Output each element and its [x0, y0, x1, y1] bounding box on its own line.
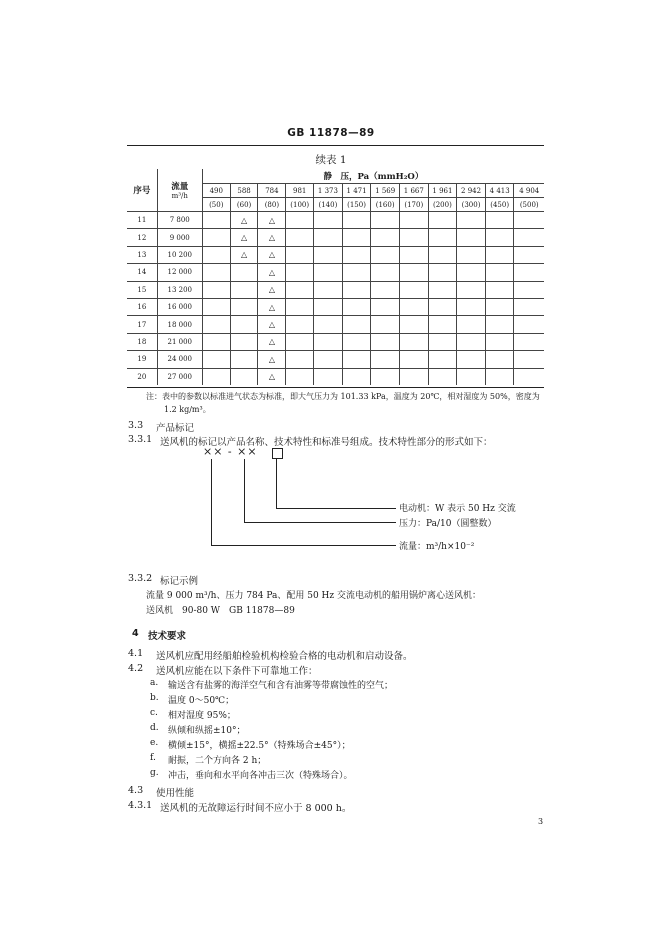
condition-key: g. [150, 768, 159, 778]
table-row [127, 246, 544, 263]
header-pa-11: 4 413 [485, 184, 514, 198]
diagram-label-pressure: 压力：Pa/10（圆整数） [399, 519, 497, 529]
row-no: 18 [127, 333, 157, 350]
section-4-2-number: 4.2 [128, 663, 144, 674]
triangle-mark: △ [230, 229, 258, 246]
empty-cell [202, 281, 230, 298]
empty-cell [230, 351, 258, 368]
triangle-mark: △ [258, 246, 286, 263]
empty-cell [230, 264, 258, 281]
empty-cell [428, 368, 457, 385]
header-mmh2o-3: (80) [258, 198, 286, 212]
empty-cell [371, 333, 400, 350]
section-3-3-2-title: 标记示例 [160, 576, 199, 587]
header-no: 序号 [127, 169, 157, 212]
empty-cell [202, 212, 230, 229]
header-pa-7: 1 569 [371, 184, 400, 198]
condition-text: 耐振，二个方向各 2 h； [168, 756, 267, 766]
row-no: 16 [127, 298, 157, 315]
triangle-mark: △ [258, 281, 286, 298]
section-4-3-1-number: 4.3.1 [128, 800, 153, 811]
empty-cell [286, 333, 314, 350]
empty-cell [314, 264, 343, 281]
row-flow: 12 000 [157, 264, 202, 281]
row-flow: 16 000 [157, 298, 202, 315]
header-pa-12: 4 904 [514, 184, 544, 198]
empty-cell [342, 264, 371, 281]
empty-cell [428, 351, 457, 368]
empty-cell [286, 298, 314, 315]
empty-cell [514, 246, 544, 263]
section-4-title: 技术要求 [148, 631, 187, 642]
row-no: 19 [127, 351, 157, 368]
empty-cell [371, 246, 400, 263]
empty-cell [342, 368, 371, 385]
triangle-mark: △ [258, 333, 286, 350]
empty-cell [342, 316, 371, 333]
empty-cell [230, 368, 258, 385]
empty-cell [485, 281, 514, 298]
table-row [127, 264, 544, 281]
empty-cell [399, 368, 428, 385]
empty-cell [399, 281, 428, 298]
fan-spec-table [127, 169, 544, 385]
page-number: 3 [538, 817, 544, 826]
empty-cell [314, 229, 343, 246]
condition-key: a. [150, 678, 159, 688]
empty-cell [230, 298, 258, 315]
empty-cell [371, 264, 400, 281]
empty-cell [399, 351, 428, 368]
empty-cell [342, 333, 371, 350]
empty-cell [371, 368, 400, 385]
empty-cell [286, 368, 314, 385]
example-line-2: 送风机 90-80 W GB 11878—89 [146, 606, 295, 616]
row-flow: 24 000 [157, 351, 202, 368]
empty-cell [399, 316, 428, 333]
table-caption: 续表 1 [315, 154, 347, 166]
empty-cell [371, 229, 400, 246]
header-mmh2o-7: (160) [371, 198, 400, 212]
empty-cell [230, 316, 258, 333]
empty-cell [286, 316, 314, 333]
empty-cell [485, 229, 514, 246]
section-4-3-1-text: 送风机的无故障运行时间不应小于 8 000 h。 [160, 803, 352, 814]
row-flow: 27 000 [157, 368, 202, 385]
header-mmh2o-4: (100) [286, 198, 314, 212]
empty-cell [514, 351, 544, 368]
table-row [127, 316, 544, 333]
empty-cell [342, 298, 371, 315]
marking-code: ×× - ×× [203, 445, 258, 458]
table-row [127, 229, 544, 246]
empty-cell [342, 351, 371, 368]
empty-cell [485, 368, 514, 385]
header-mmh2o-10: (300) [457, 198, 486, 212]
table-row [127, 333, 544, 350]
condition-text: 输送含有盐雾的海洋空气和含有油雾等带腐蚀性的空气； [168, 681, 394, 691]
empty-cell [428, 333, 457, 350]
empty-cell [371, 316, 400, 333]
empty-cell [314, 316, 343, 333]
empty-cell [342, 212, 371, 229]
triangle-mark: △ [230, 212, 258, 229]
section-4-3-title: 使用性能 [156, 788, 195, 799]
empty-cell [286, 246, 314, 263]
section-4-3-number: 4.3 [128, 785, 144, 796]
leader-line-pressure-v [244, 459, 245, 522]
empty-cell [286, 281, 314, 298]
header-mmh2o-6: (150) [342, 198, 371, 212]
header-pa-3: 784 [258, 184, 286, 198]
header-pa-9: 1 961 [428, 184, 457, 198]
row-flow: 18 000 [157, 316, 202, 333]
empty-cell [399, 333, 428, 350]
empty-cell [485, 246, 514, 263]
empty-cell [314, 298, 343, 315]
section-3-3-1-number: 3.3.1 [128, 434, 153, 445]
header-mmh2o-12: (500) [514, 198, 544, 212]
triangle-mark: △ [258, 351, 286, 368]
empty-cell [399, 212, 428, 229]
header-mmh2o-11: (450) [485, 198, 514, 212]
empty-cell [399, 229, 428, 246]
standard-number: GB 11878—89 [287, 127, 375, 139]
section-4-2-text: 送风机应能在以下条件下可靠地工作： [156, 666, 318, 677]
empty-cell [202, 298, 230, 315]
row-no: 20 [127, 368, 157, 385]
empty-cell [485, 298, 514, 315]
header-pa-1: 490 [202, 184, 230, 198]
empty-cell [428, 246, 457, 263]
empty-cell [314, 368, 343, 385]
section-3-3-number: 3.3 [128, 420, 144, 431]
triangle-mark: △ [258, 212, 286, 229]
empty-cell [457, 229, 486, 246]
header-mmh2o-2: (60) [230, 198, 258, 212]
empty-cell [457, 212, 486, 229]
condition-key: f. [150, 753, 156, 763]
triangle-mark: △ [258, 264, 286, 281]
empty-cell [485, 333, 514, 350]
leader-line-pressure-h [244, 522, 396, 523]
empty-cell [314, 281, 343, 298]
empty-cell [485, 316, 514, 333]
leader-line-flow-h [211, 545, 396, 546]
header-mmh2o-9: (200) [428, 198, 457, 212]
table-note-line-2: 1.2 kg/m³。 [164, 405, 211, 414]
empty-cell [514, 368, 544, 385]
empty-cell [202, 368, 230, 385]
diagram-label-flow: 流量：m³/h×10⁻² [399, 542, 475, 552]
row-no: 14 [127, 264, 157, 281]
header-pressure-group: 静 压，Pa（mmH₂O） [202, 169, 544, 184]
empty-cell [314, 333, 343, 350]
section-3-3-2-number: 3.3.2 [128, 573, 153, 584]
condition-text: 温度 0～50℃； [168, 696, 235, 706]
table-note-line-1: 注：表中的参数以标准进气状态为标准，即大气压力为 101.33 kPa，温度为 20℃，相对湿度为 50%，密度为 [146, 392, 540, 401]
marking-box [272, 448, 283, 459]
empty-cell [457, 368, 486, 385]
empty-cell [371, 281, 400, 298]
header-rule [127, 145, 544, 146]
row-flow: 7 800 [157, 212, 202, 229]
section-4-number: 4 [132, 628, 139, 639]
empty-cell [314, 351, 343, 368]
header-pa-2: 588 [230, 184, 258, 198]
triangle-mark: △ [230, 246, 258, 263]
empty-cell [514, 264, 544, 281]
section-3-3-1-text: 送风机的标记以产品名称、技术特性和标准号组成。技术特性部分的形式如下： [160, 437, 493, 448]
section-4-1-number: 4.1 [128, 648, 144, 659]
condition-text: 纵倾和纵摇±10°； [168, 726, 246, 736]
empty-cell [202, 229, 230, 246]
condition-key: d. [150, 723, 159, 733]
empty-cell [514, 212, 544, 229]
header-mmh2o-1: (50) [202, 198, 230, 212]
example-line-1: 流量 9 000 m³/h、压力 784 Pa、配用 50 Hz 交流电动机的船用锅炉离心送风机： [146, 591, 482, 601]
row-flow: 9 000 [157, 229, 202, 246]
empty-cell [202, 264, 230, 281]
condition-text: 相对湿度 95%； [168, 711, 236, 721]
empty-cell [428, 298, 457, 315]
empty-cell [485, 264, 514, 281]
table-row [127, 212, 544, 229]
triangle-mark: △ [258, 368, 286, 385]
empty-cell [399, 298, 428, 315]
header-pa-5: 1 373 [314, 184, 343, 198]
empty-cell [457, 351, 486, 368]
header-pa-10: 2 942 [457, 184, 486, 198]
table-bottom-rule [127, 387, 544, 388]
empty-cell [202, 316, 230, 333]
condition-key: e. [150, 738, 159, 748]
section-3-3-title: 产品标记 [156, 423, 195, 434]
empty-cell [514, 333, 544, 350]
empty-cell [457, 333, 486, 350]
empty-cell [485, 212, 514, 229]
empty-cell [230, 281, 258, 298]
header-mmh2o-5: (140) [314, 198, 343, 212]
empty-cell [514, 298, 544, 315]
triangle-mark: △ [258, 298, 286, 315]
empty-cell [286, 351, 314, 368]
table-row [127, 298, 544, 315]
empty-cell [230, 333, 258, 350]
row-no: 13 [127, 246, 157, 263]
table-row [127, 351, 544, 368]
empty-cell [371, 298, 400, 315]
empty-cell [428, 264, 457, 281]
empty-cell [457, 264, 486, 281]
header-flow-unit: m³/h [171, 192, 188, 200]
row-flow: 21 000 [157, 333, 202, 350]
empty-cell [342, 229, 371, 246]
header-pa-4: 981 [286, 184, 314, 198]
row-flow: 13 200 [157, 281, 202, 298]
empty-cell [399, 264, 428, 281]
condition-key: b. [150, 693, 159, 703]
diagram-label-motor: 电动机：W 表示 50 Hz 交流 [399, 504, 516, 514]
empty-cell [399, 246, 428, 263]
leader-line-motor-v [276, 459, 277, 508]
header-flow [157, 169, 202, 212]
header-pa-6: 1 471 [342, 184, 371, 198]
empty-cell [514, 281, 544, 298]
empty-cell [428, 229, 457, 246]
empty-cell [314, 212, 343, 229]
triangle-mark: △ [258, 229, 286, 246]
empty-cell [342, 281, 371, 298]
condition-key: c. [150, 708, 158, 718]
empty-cell [514, 316, 544, 333]
empty-cell [457, 246, 486, 263]
empty-cell [371, 212, 400, 229]
row-no: 11 [127, 212, 157, 229]
empty-cell [286, 212, 314, 229]
row-no: 15 [127, 281, 157, 298]
empty-cell [457, 298, 486, 315]
empty-cell [286, 229, 314, 246]
leader-line-motor-h [276, 508, 396, 509]
empty-cell [202, 246, 230, 263]
empty-cell [428, 316, 457, 333]
row-no: 17 [127, 316, 157, 333]
empty-cell [485, 351, 514, 368]
row-no: 12 [127, 229, 157, 246]
condition-text: 冲击，垂向和水平向各冲击三次（特殊场合）。 [168, 771, 353, 781]
empty-cell [202, 333, 230, 350]
empty-cell [428, 281, 457, 298]
row-flow: 10 200 [157, 246, 202, 263]
header-pa-8: 1 667 [399, 184, 428, 198]
empty-cell [457, 316, 486, 333]
section-4-1-text: 送风机应配用经船舶检验机构检验合格的电动机和启动设备。 [156, 651, 413, 662]
table-row [127, 368, 544, 385]
empty-cell [342, 246, 371, 263]
header-mmh2o-8: (170) [399, 198, 428, 212]
condition-text: 横倾±15°，横摇±22.5°（特殊场合±45°）； [168, 741, 351, 751]
table-row [127, 281, 544, 298]
header-flow-label: 流量 [171, 182, 189, 192]
empty-cell [286, 264, 314, 281]
empty-cell [514, 229, 544, 246]
empty-cell [371, 351, 400, 368]
triangle-mark: △ [258, 316, 286, 333]
empty-cell [202, 351, 230, 368]
empty-cell [314, 246, 343, 263]
empty-cell [457, 281, 486, 298]
leader-line-flow-v [211, 459, 212, 545]
empty-cell [428, 212, 457, 229]
